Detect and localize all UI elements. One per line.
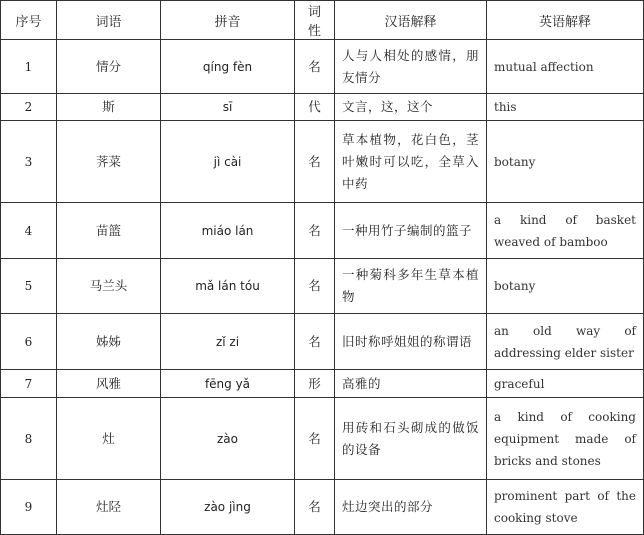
row-zh-def: 草本植物，花白色，茎叶嫩时可以吃，全草入中药	[335, 121, 487, 203]
row-pinyin: zào jìng	[161, 480, 295, 535]
header-pinyin: 拼音	[161, 1, 295, 40]
row-pos: 名	[295, 203, 335, 259]
row-pos: 名	[295, 398, 335, 480]
row-zh-def: 灶边突出的部分	[335, 480, 487, 535]
row-index: 6	[1, 314, 57, 370]
row-zh-def: 高雅的	[335, 370, 487, 398]
table-row	[1, 370, 644, 398]
table-row	[1, 121, 644, 203]
row-en-def: botany	[487, 121, 644, 203]
row-pinyin: zào	[161, 398, 295, 480]
table-row	[1, 203, 644, 259]
row-en-def: a kind of basket weaved of bamboo	[487, 203, 644, 259]
row-pinyin: qíng fèn	[161, 40, 295, 94]
header-word: 词语	[57, 1, 161, 40]
table-row	[1, 480, 644, 535]
row-index: 5	[1, 259, 57, 314]
row-zh-def: 旧时称呼姐姐的称谓语	[335, 314, 487, 370]
row-index: 8	[1, 398, 57, 480]
row-word: 情分	[57, 40, 161, 94]
row-index: 9	[1, 480, 57, 535]
row-zh-def: 一种用竹子编制的篮子	[335, 203, 487, 259]
row-zh-def: 文言，这，这个	[335, 94, 487, 121]
table-row	[1, 40, 644, 94]
row-en-def: graceful	[487, 370, 644, 398]
row-pos: 代	[295, 94, 335, 121]
row-en-def: an old way of addressing elder sister	[487, 314, 644, 370]
row-en-def: mutual affection	[487, 40, 644, 94]
header-en-def: 英语解释	[487, 1, 644, 40]
row-pinyin: mǎ lán tóu	[161, 259, 295, 314]
table-row	[1, 398, 644, 480]
row-en-def: botany	[487, 259, 644, 314]
row-pos: 形	[295, 370, 335, 398]
row-zh-def: 用砖和石头砌成的做饭的设备	[335, 398, 487, 480]
row-index: 4	[1, 203, 57, 259]
row-pos: 名	[295, 40, 335, 94]
row-index: 3	[1, 121, 57, 203]
row-en-def: this	[487, 94, 644, 121]
row-en-def: prominent part of the cooking stove	[487, 480, 644, 535]
row-word: 灶	[57, 398, 161, 480]
row-pos: 名	[295, 259, 335, 314]
row-pinyin: fēng yǎ	[161, 370, 295, 398]
row-pinyin: sī	[161, 94, 295, 121]
table-row	[1, 314, 644, 370]
row-zh-def: 一种菊科多年生草本植物	[335, 259, 487, 314]
table-row	[1, 259, 644, 314]
row-zh-def: 人与人相处的感情，朋友情分	[335, 40, 487, 94]
row-index: 7	[1, 370, 57, 398]
row-pos: 名	[295, 480, 335, 535]
row-pinyin: zǐ zi	[161, 314, 295, 370]
row-en-def: a kind of cooking equipment made of bricks and stones	[487, 398, 644, 480]
row-pinyin: miáo lán	[161, 203, 295, 259]
row-word: 风雅	[57, 370, 161, 398]
header-pos: 词性	[295, 1, 335, 40]
row-word: 苗篮	[57, 203, 161, 259]
row-word: 姊姊	[57, 314, 161, 370]
row-index: 1	[1, 40, 57, 94]
row-pos: 名	[295, 121, 335, 203]
row-pos: 名	[295, 314, 335, 370]
row-word: 马兰头	[57, 259, 161, 314]
header-row	[1, 1, 644, 40]
row-word: 斯	[57, 94, 161, 121]
row-word: 灶陉	[57, 480, 161, 535]
header-index: 序号	[1, 1, 57, 40]
row-word: 荠菜	[57, 121, 161, 203]
header-zh-def: 汉语解释	[335, 1, 487, 40]
row-index: 2	[1, 94, 57, 121]
row-pinyin: jì cài	[161, 121, 295, 203]
table-row	[1, 94, 644, 121]
